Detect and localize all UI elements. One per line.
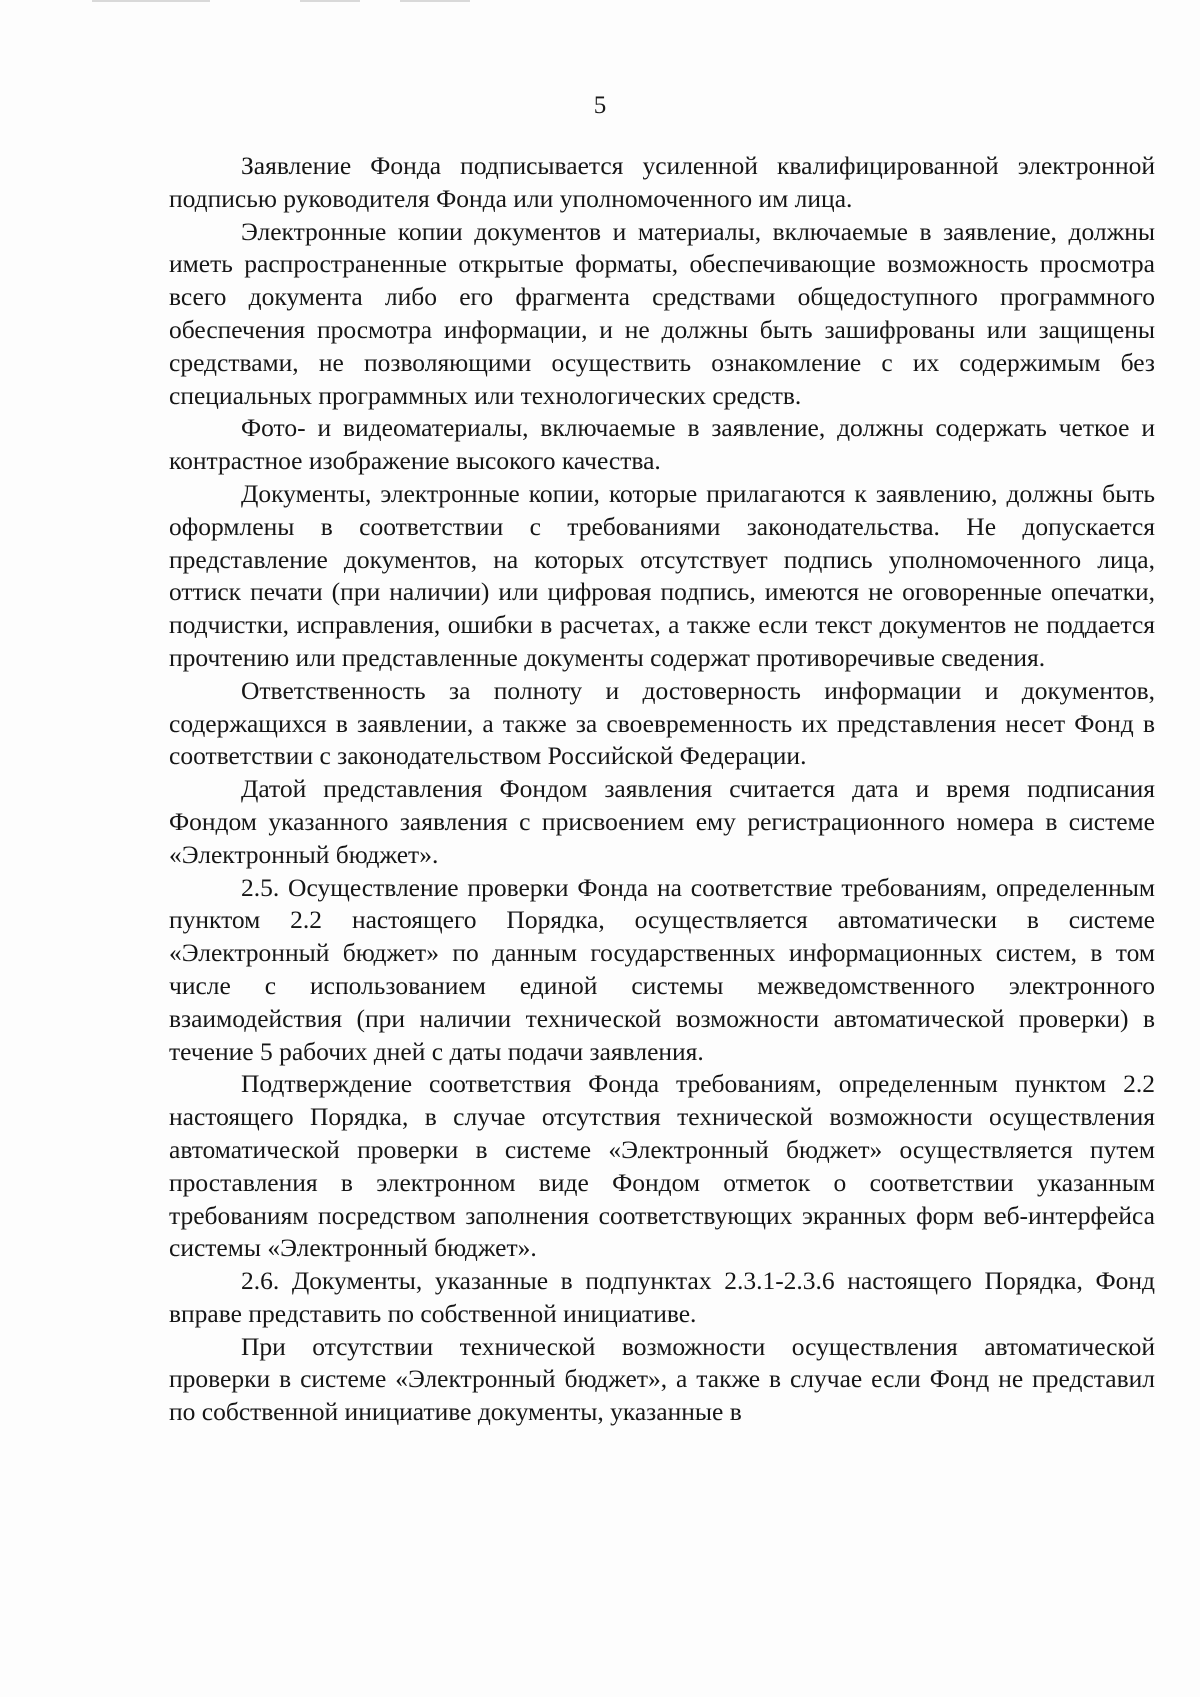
paragraph: Подтверждение соответствия Фонда требованиям, определенным пунктом 2.2 настоящего Порядка, в случае отсутствия технической возможности осуществления автоматической проверки в системе «Электронный бюджет» осуществляется путем проставления в электронном виде Фондом отметок о соответствии указанным требованиям посредством заполнения соответствующих экранных форм веб-интерфейса системы «Электронный бюджет». xyxy=(169,1069,1155,1263)
paragraph: Датой представления Фондом заявления считается дата и время подписания Фондом указанного заявления с присвоением ему регистрационного номера в системе «Электронный бюджет». xyxy=(169,774,1155,869)
scan-artifact xyxy=(92,0,210,2)
paragraph: При отсутствии технической возможности осуществления автоматической проверки в системе «Электронный бюджет», а также в случае если Фонд не представил по собственной инициативе документы, указанные в xyxy=(169,1331,1155,1427)
scan-artifact xyxy=(400,0,470,2)
paragraph: Документы, электронные копии, которые прилагаются к заявлению, должны быть оформлены в соответствии с требованиями законодательства. Не допускается представление документов, на которых отсутствует подпись уполномоченного лица, оттиск печати (при наличии) или цифровая подпись, имеются не оговоренные опечатки, подчистки, исправления, ошибки в расчетах, а также если текст документов не поддается прочтению или представленные документы содержат противоречивые сведения. xyxy=(169,478,1155,672)
paragraph: 2.6. Документы, указанные в подпунктах 2.3.1-2.3.6 настоящего Порядка, Фонд вправе представить по собственной инициативе. xyxy=(169,1266,1155,1328)
document-body xyxy=(169,150,1155,1429)
paragraph: Ответственность за полноту и достоверность информации и документов, содержащихся в заявлении, а также за своевременность их представления несет Фонд в соответствии с законодательством Российской Федерации. xyxy=(169,675,1155,771)
paragraph: Заявление Фонда подписывается усиленной квалифицированной электронной подписью руководителя Фонда или уполномоченного им лица. xyxy=(169,151,1155,213)
paragraph: Электронные копии документов и материалы, включаемые в заявление, должны иметь распространенные открытые форматы, обеспечивающие возможность просмотра всего документа либо его фрагмента средствами общедоступного программного обеспечения просмотра информации, и не должны быть зашифрованы или защищены средствами, не позволяющими осуществить ознакомление с их содержимым без специальных программных или технологических средств. xyxy=(169,216,1155,410)
paragraph: 2.5. Осуществление проверки Фонда на соответствие требованиям, определенным пунктом 2.2 настоящего Порядка, осуществляется автоматически в системе «Электронный бюджет» по данным государственных информационных систем, в том числе с использованием единой системы межведомственного электронного взаимодействия (при наличии технической возможности автоматической проверки) в течение 5 рабочих дней с даты подачи заявления. xyxy=(169,872,1155,1066)
paragraph: Фото- и видеоматериалы, включаемые в заявление, должны содержать четкое и контрастное изображение высокого качества. xyxy=(169,413,1155,476)
scan-artifact xyxy=(300,0,360,2)
page-number: 5 xyxy=(593,92,607,119)
